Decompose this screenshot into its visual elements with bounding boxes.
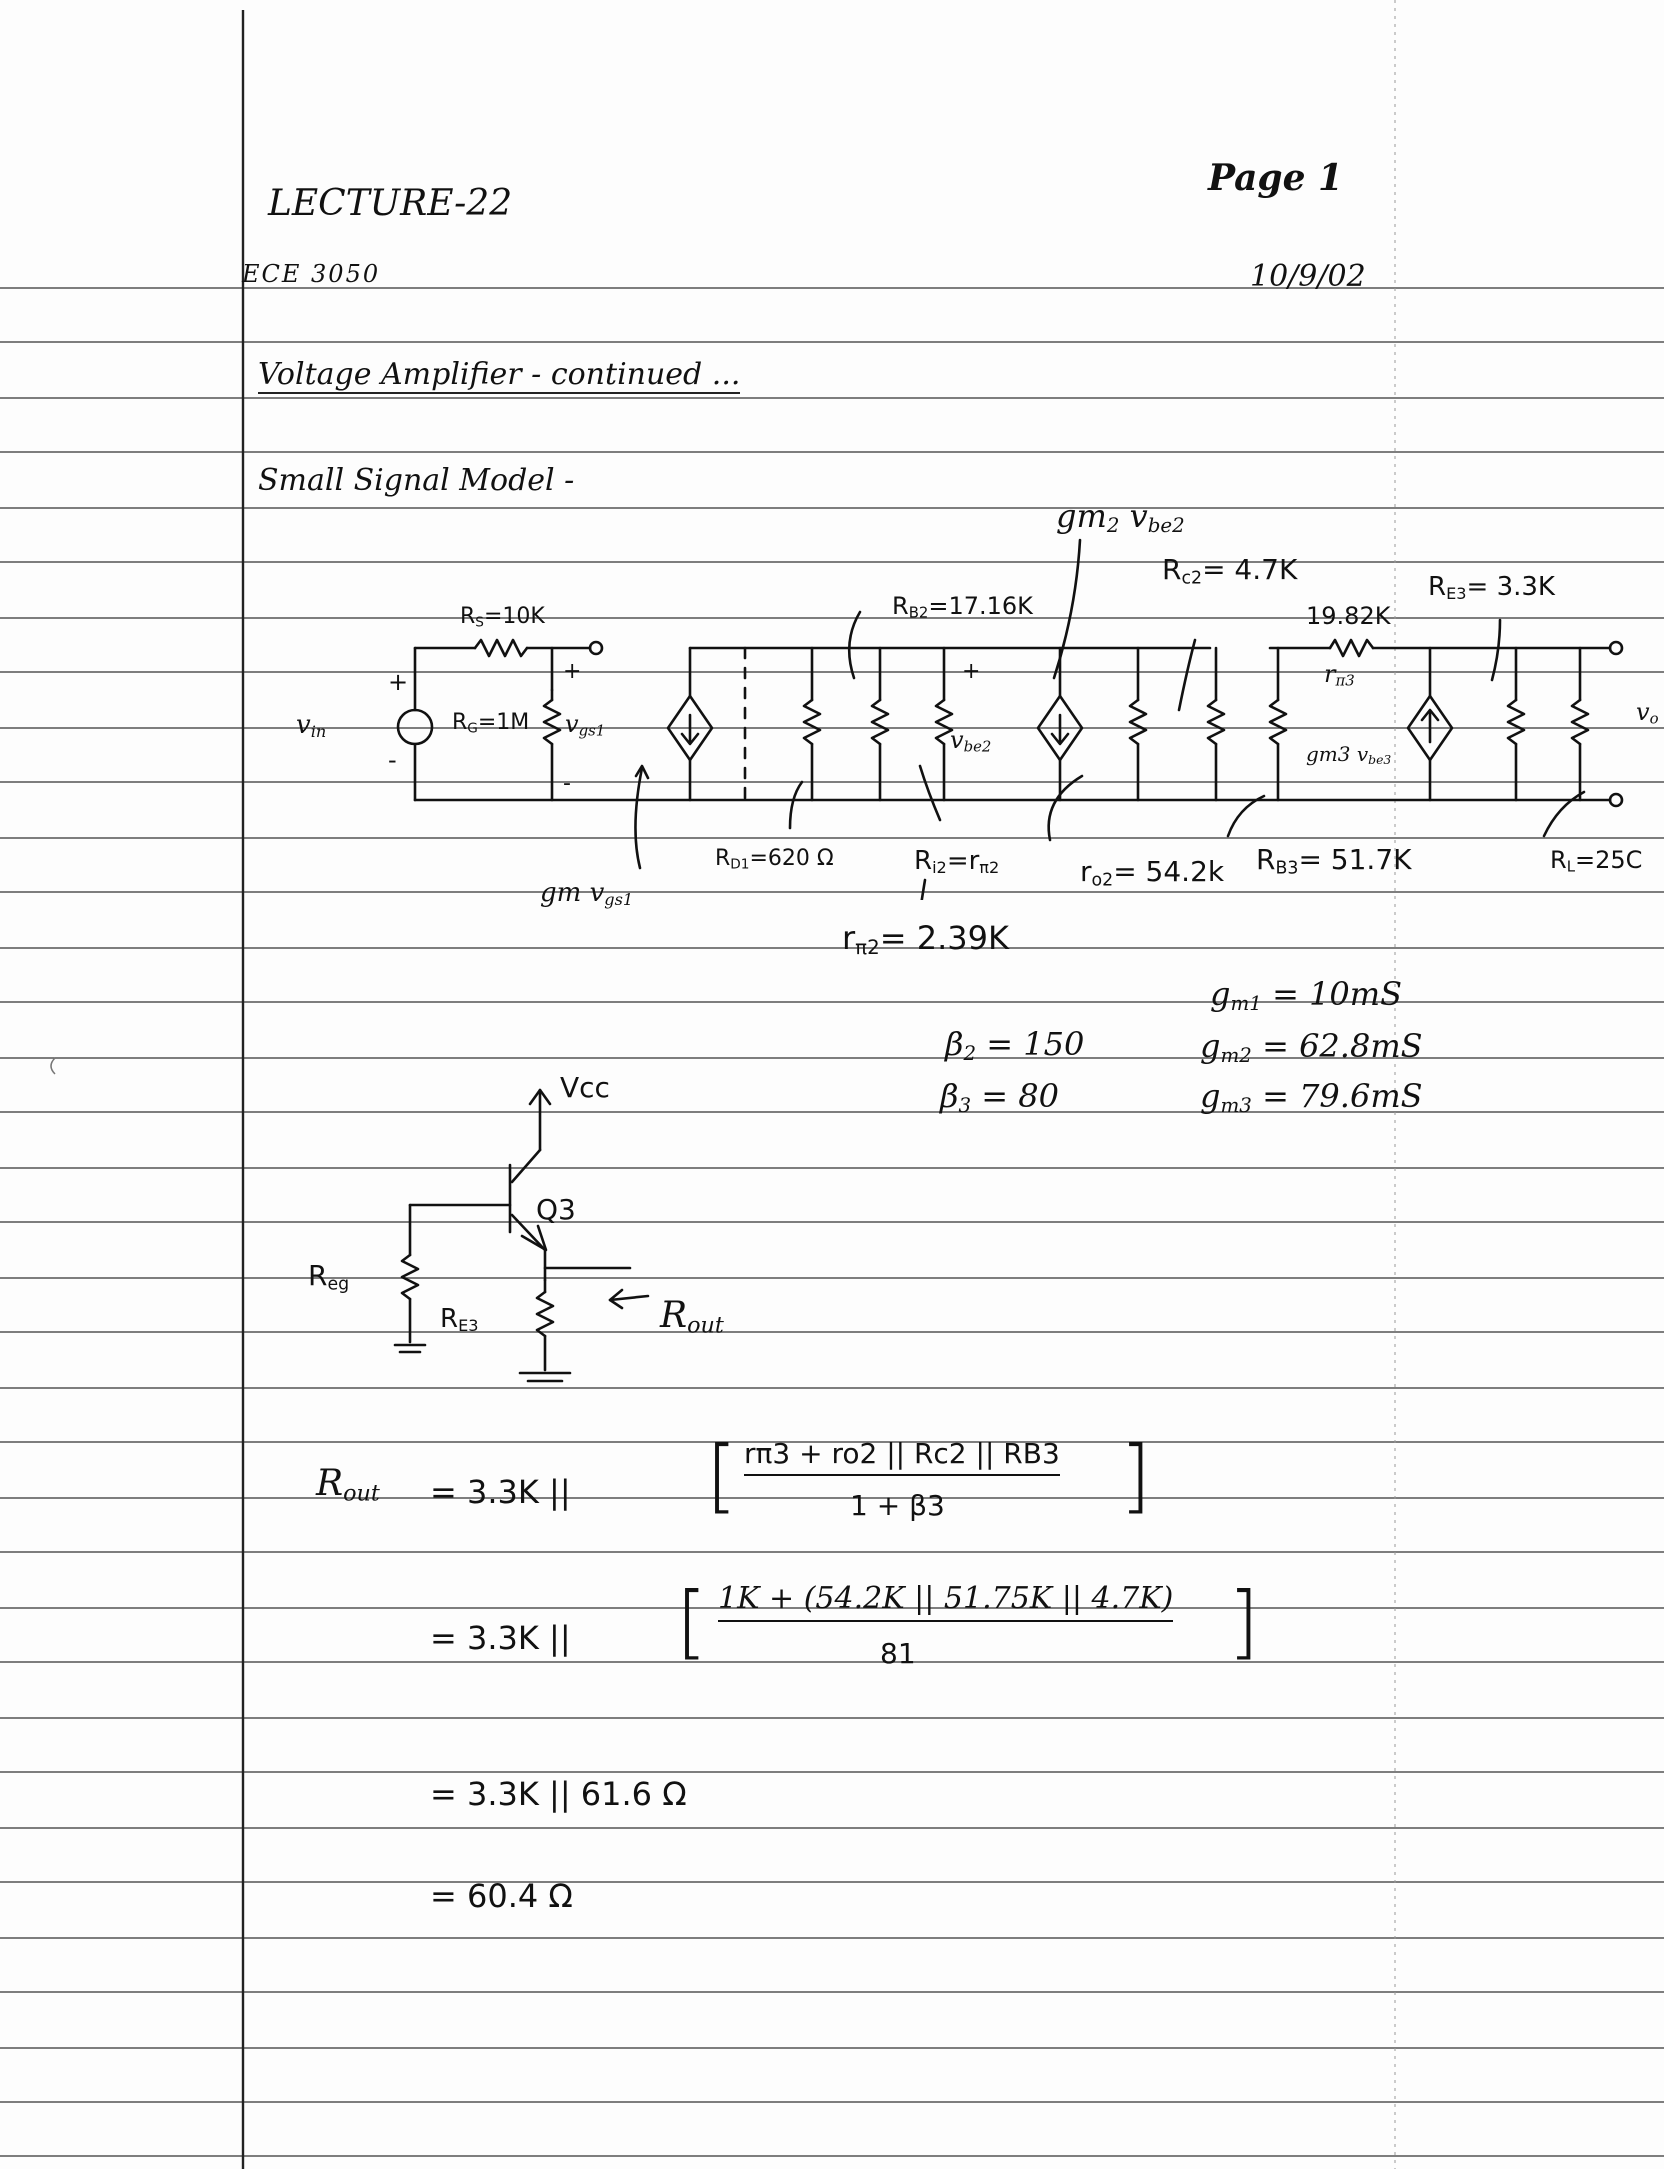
page-label: Page 1	[1208, 157, 1344, 199]
gm3-vbe3-label: gm3 $v_{be3}$	[1306, 742, 1392, 768]
rb2-label: $R_{B2}=17.16K$	[892, 592, 1033, 622]
q3-label: Q3	[536, 1193, 576, 1226]
gm2-vbe2-label: $gm_2$ $v_{be2}$	[1056, 497, 1185, 537]
eq1-bracket-left: [	[706, 1429, 738, 1522]
eq1-denominator: 1 + β3	[850, 1489, 945, 1522]
eq2-lhs: = 3.3K ||	[430, 1619, 571, 1657]
vin-label: $v_{in}$	[296, 710, 327, 742]
lecture-title: LECTURE-22	[268, 183, 513, 224]
eq2-bracket-right: ]	[1228, 1575, 1260, 1668]
rpi3-label: $r_{\pi 3}$	[1324, 660, 1355, 690]
eq3: = 3.3K || 61.6 Ω	[430, 1775, 687, 1813]
rd1-label: $R_{D1}=620$ Ω	[715, 846, 834, 873]
rpi3-value: 19.82K	[1306, 602, 1391, 630]
eq1-numerator: rπ3 + ro2 || Rc2 || RB3	[744, 1440, 1060, 1476]
gm1: $g_{m1} = 10mS$	[1210, 975, 1403, 1015]
gm3: $g_{m3} = 79.6mS$	[1200, 1077, 1423, 1117]
eq4: = 60.4 Ω	[430, 1877, 573, 1915]
re3-sketch-label: $R_{E3}$	[440, 1304, 479, 1336]
date: 10/9/02	[1250, 259, 1366, 294]
course-code: ECE 3050	[242, 260, 381, 288]
vgs-minus: -	[563, 771, 571, 796]
vcc-label: Vcc	[560, 1071, 610, 1104]
topic-subtitle: Small Signal Model -	[258, 463, 575, 498]
vbe2-label: $v_{be2}$	[950, 726, 992, 756]
rg-label: $R_G=1M$	[452, 710, 530, 737]
beta2: $\beta_2 = 150$	[945, 1025, 1085, 1065]
gm2: $g_{m2} = 62.8mS$	[1200, 1027, 1423, 1067]
rout-eq-label: $R_{out}$	[316, 1463, 380, 1507]
eq2-bracket-left: [	[676, 1575, 708, 1668]
eq2-denominator: 81	[880, 1637, 916, 1670]
rs-label: $R_S=10K$	[460, 604, 545, 631]
gm-vgs-label: gm $v_{gs1}$	[540, 878, 634, 910]
eq1-bracket-right: ]	[1120, 1429, 1152, 1522]
vo-label: $v_o$	[1636, 698, 1659, 728]
plus-mark: +	[388, 668, 409, 696]
reg-label: $R_{eg}$	[308, 1259, 350, 1295]
eq1-lhs: = 3.3K ||	[430, 1473, 571, 1511]
re3-label: $R_{E3}= 3.3K$	[1428, 572, 1555, 604]
minus-mark: -	[388, 746, 397, 774]
rl-label: $R_L=25C$	[1550, 846, 1643, 876]
rc2-label: $R_{c2}= 4.7K$	[1162, 553, 1298, 589]
beta3: $\beta_3 = 80$	[940, 1077, 1059, 1117]
vgs-plus: +	[563, 659, 582, 684]
vbe2-plus: +	[962, 659, 981, 684]
topic-title: Voltage Amplifier - continued ...	[258, 357, 741, 392]
rpi2-line: $r_{\pi 2}= 2.39K$	[842, 919, 1009, 959]
rb3-label: $R_{B3}= 51.7K$	[1256, 843, 1412, 879]
ri2-label: $R_{i2}=r_{\pi 2}$	[914, 846, 1000, 878]
ro2-label: $r_{o2}= 54.2k$	[1080, 855, 1225, 891]
eq2-numerator: 1K + (54.2K || 51.75K || 4.7K)	[718, 1584, 1173, 1622]
rout-sketch-label: $R_{out}$	[660, 1295, 724, 1339]
vgs-label: $v_{gs1}$	[565, 710, 606, 740]
